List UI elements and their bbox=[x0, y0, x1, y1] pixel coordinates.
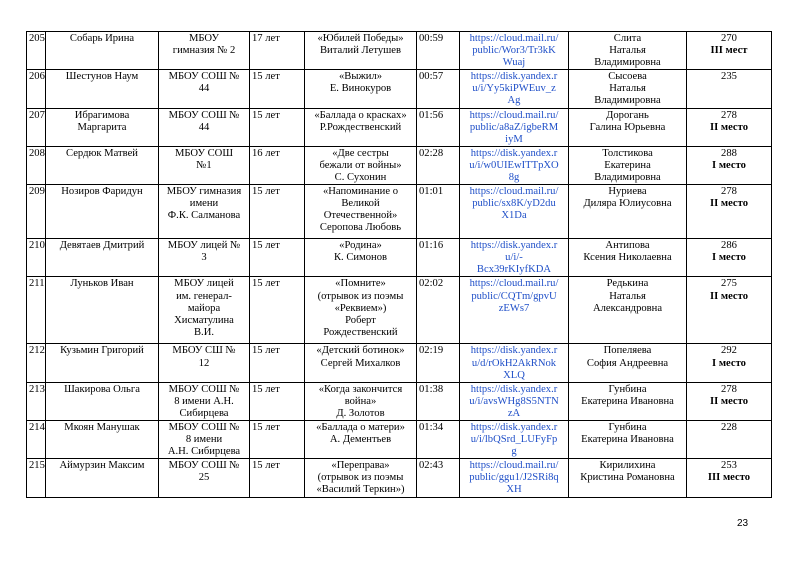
video-link-line[interactable]: https://disk.yandex.r bbox=[470, 240, 558, 252]
school-name-line: МБОУ СШ № bbox=[172, 345, 236, 357]
school-name-line: МБОУ СОШ № bbox=[168, 71, 240, 83]
score-value: 275 bbox=[721, 278, 737, 290]
participant-name bbox=[46, 146, 159, 184]
video-link[interactable] bbox=[460, 185, 569, 239]
work-title bbox=[305, 420, 417, 458]
work-title-line: «Когда закончится bbox=[318, 383, 403, 395]
work-title-line: Е. Винокуров bbox=[329, 83, 392, 95]
table-row bbox=[27, 344, 772, 382]
table-row bbox=[27, 70, 772, 108]
participant-age: 15 лет bbox=[250, 70, 305, 108]
work-title-line: «Детский ботинок» bbox=[316, 345, 405, 357]
participant-name-line: Ибрагимова bbox=[74, 109, 130, 121]
work-title-line: «Помните» bbox=[335, 278, 386, 290]
score-value: 270 bbox=[721, 33, 737, 44]
video-link-line[interactable]: zEWs7 bbox=[498, 302, 530, 314]
work-title-line: С. Сухонин bbox=[334, 172, 387, 184]
work-title bbox=[305, 32, 417, 70]
video-link[interactable] bbox=[460, 277, 569, 344]
place-label: II место bbox=[709, 121, 748, 133]
duration: 02:02 bbox=[417, 277, 460, 344]
video-link-line[interactable]: u/d/rOkH2AkRNok bbox=[471, 357, 557, 369]
video-link[interactable] bbox=[460, 420, 569, 458]
participant-name-line: Кузьмин Григорий bbox=[60, 345, 144, 357]
video-link-line[interactable]: https://cloud.mail.ru/ bbox=[469, 278, 559, 290]
results-table-body bbox=[27, 32, 772, 498]
work-title-line: «Юбилей Победы» bbox=[317, 33, 404, 44]
work-title-line: Роберт bbox=[345, 314, 376, 326]
row-number: 212 bbox=[27, 344, 46, 382]
teacher-name-line: Сысоева bbox=[608, 71, 647, 83]
video-link[interactable] bbox=[460, 459, 569, 497]
table-row bbox=[27, 32, 772, 70]
score-cell bbox=[687, 459, 772, 497]
teacher-name-line: Наталья bbox=[609, 290, 646, 302]
school-name bbox=[159, 277, 250, 344]
video-link-line[interactable]: https://disk.yandex.r bbox=[470, 421, 558, 433]
duration: 01:34 bbox=[417, 420, 460, 458]
teacher-name-line: Редькина bbox=[606, 278, 649, 290]
score-cell bbox=[687, 277, 772, 344]
video-link[interactable] bbox=[460, 108, 569, 146]
teacher-name-line: Гунбина bbox=[608, 421, 647, 433]
participant-age: 17 лет bbox=[250, 32, 305, 70]
participant-name bbox=[46, 459, 159, 497]
school-name-line: МБОУ СОШ № bbox=[168, 109, 240, 121]
participant-name-line: Маргарита bbox=[77, 121, 127, 133]
work-title bbox=[305, 185, 417, 239]
teacher-name-line: Владимировна bbox=[594, 57, 661, 69]
video-link-line[interactable]: https://cloud.mail.ru/ bbox=[469, 460, 559, 472]
video-link-line[interactable]: https://cloud.mail.ru/ bbox=[469, 109, 559, 121]
participant-name bbox=[46, 344, 159, 382]
work-title-line: война» bbox=[344, 395, 377, 407]
participant-name-line: Собарь Ирина bbox=[69, 33, 135, 44]
work-title-line: «Выжил» bbox=[338, 71, 383, 83]
place-label: I место bbox=[712, 159, 746, 171]
teacher-name bbox=[569, 344, 687, 382]
participant-name bbox=[46, 108, 159, 146]
participant-name-line: Шакирова Ольга bbox=[64, 383, 140, 395]
table-row bbox=[27, 459, 772, 497]
work-title-line: Отечественной» bbox=[323, 210, 398, 222]
school-name-line: Ф.К. Салманова bbox=[167, 210, 241, 222]
video-link[interactable] bbox=[460, 239, 569, 277]
teacher-name-line: Наталья bbox=[609, 45, 646, 57]
participant-name bbox=[46, 277, 159, 344]
teacher-name bbox=[569, 32, 687, 70]
place-label: II место bbox=[709, 198, 748, 210]
school-name-line: 3 bbox=[201, 252, 207, 264]
video-link-line[interactable]: https://disk.yandex.r bbox=[470, 383, 558, 395]
work-title bbox=[305, 108, 417, 146]
score-cell bbox=[687, 239, 772, 277]
table-row bbox=[27, 185, 772, 239]
video-link-line[interactable]: https://disk.yandex.r bbox=[470, 147, 558, 159]
work-title bbox=[305, 277, 417, 344]
work-title-line: Сергей Михалков bbox=[320, 357, 401, 369]
participant-name bbox=[46, 32, 159, 70]
place-label: II место bbox=[709, 290, 748, 302]
participant-name-line: Луньков Иван bbox=[70, 278, 134, 290]
participant-name bbox=[46, 70, 159, 108]
teacher-name-line: Попеляева bbox=[603, 345, 652, 357]
work-title bbox=[305, 70, 417, 108]
participant-name bbox=[46, 382, 159, 420]
table-row bbox=[27, 420, 772, 458]
participant-age: 15 лет bbox=[250, 344, 305, 382]
video-link-line[interactable]: public/CQTm/gpvU bbox=[471, 290, 557, 302]
school-name bbox=[159, 185, 250, 239]
score-value: 228 bbox=[721, 421, 737, 433]
teacher-name-line: Владимировна bbox=[594, 95, 661, 107]
duration: 02:28 bbox=[417, 146, 460, 184]
row-number: 206 bbox=[27, 70, 46, 108]
row-number: 209 bbox=[27, 185, 46, 239]
participant-name-line: Девятаев Дмитрий bbox=[59, 240, 145, 252]
school-name bbox=[159, 146, 250, 184]
school-name-line: 44 bbox=[198, 121, 210, 133]
row-number: 214 bbox=[27, 420, 46, 458]
table-row bbox=[27, 382, 772, 420]
school-name bbox=[159, 239, 250, 277]
school-name-line: гимназия № 2 bbox=[172, 45, 236, 57]
video-link-line[interactable]: public/a8aZ/igbeRM bbox=[469, 121, 559, 133]
video-link-line[interactable]: public/sx8K/yD2du bbox=[472, 198, 556, 210]
duration: 00:57 bbox=[417, 70, 460, 108]
score-value: 278 bbox=[721, 109, 737, 121]
video-link-line[interactable]: u/i/avsWHg8S5NTN bbox=[469, 395, 559, 407]
score-cell bbox=[687, 420, 772, 458]
video-link[interactable] bbox=[460, 382, 569, 420]
work-title bbox=[305, 459, 417, 497]
video-link-line[interactable]: XLQ bbox=[503, 369, 525, 381]
work-title-line: Р.Рождественский bbox=[319, 121, 402, 133]
school-name bbox=[159, 420, 250, 458]
work-title-line: «Реквием») bbox=[334, 302, 387, 314]
school-name-line: 8 имени А.Н. bbox=[174, 395, 234, 407]
teacher-name-line: Кристина Романовна bbox=[580, 472, 675, 484]
video-link[interactable] bbox=[460, 32, 569, 70]
video-link-line[interactable]: u/i/w0UIEwITTpXO bbox=[469, 159, 559, 171]
school-name bbox=[159, 108, 250, 146]
work-title-line: бежали от войны» bbox=[319, 159, 402, 171]
duration: 01:16 bbox=[417, 239, 460, 277]
school-name bbox=[159, 459, 250, 497]
work-title-line: Рождественский bbox=[323, 326, 398, 338]
row-number: 207 bbox=[27, 108, 46, 146]
teacher-name bbox=[569, 382, 687, 420]
teacher-name-line: Диляра Юлиусовна bbox=[583, 198, 672, 210]
table-row bbox=[27, 108, 772, 146]
participant-age: 15 лет bbox=[250, 459, 305, 497]
video-link-line[interactable]: XH bbox=[506, 484, 522, 496]
video-link-line[interactable]: https://cloud.mail.ru/ bbox=[469, 33, 559, 44]
teacher-name bbox=[569, 277, 687, 344]
teacher-name-line: Толстикова bbox=[602, 147, 653, 159]
row-number: 205 bbox=[27, 32, 46, 70]
place-label: II место bbox=[709, 395, 748, 407]
work-title-line: «Василий Теркин») bbox=[316, 484, 405, 496]
work-title-line: «Баллада о матери» bbox=[316, 421, 405, 433]
participant-age: 16 лет bbox=[250, 146, 305, 184]
school-name bbox=[159, 32, 250, 70]
duration: 01:56 bbox=[417, 108, 460, 146]
school-name-line: №1 bbox=[196, 159, 212, 171]
video-link-line[interactable]: public/ggu1/J2SRi8q bbox=[469, 472, 559, 484]
video-link[interactable] bbox=[460, 70, 569, 108]
school-name-line: Сибирцева bbox=[179, 407, 229, 419]
video-link-line[interactable]: https://disk.yandex.r bbox=[470, 345, 558, 357]
video-link-line[interactable]: https://cloud.mail.ru/ bbox=[469, 186, 559, 198]
participant-name-line: Мкоян Манушак bbox=[64, 421, 140, 433]
school-name bbox=[159, 70, 250, 108]
participant-name bbox=[46, 185, 159, 239]
table-row bbox=[27, 146, 772, 184]
school-name-line: МБОУ bbox=[189, 33, 219, 44]
results-table bbox=[26, 31, 772, 498]
work-title-line: Серопова Любовь bbox=[319, 222, 402, 234]
score-value: 253 bbox=[721, 460, 737, 472]
teacher-name bbox=[569, 185, 687, 239]
school-name-line: 8 имени bbox=[185, 434, 223, 446]
work-title bbox=[305, 239, 417, 277]
teacher-name bbox=[569, 146, 687, 184]
score-cell bbox=[687, 146, 772, 184]
score-cell bbox=[687, 382, 772, 420]
video-link-line[interactable]: X1Da bbox=[501, 210, 527, 222]
school-name bbox=[159, 344, 250, 382]
video-link-line[interactable]: zA bbox=[507, 407, 521, 419]
row-number: 215 bbox=[27, 459, 46, 497]
video-link-line[interactable]: 8g bbox=[508, 172, 520, 184]
duration: 01:01 bbox=[417, 185, 460, 239]
participant-name-line: Сердюк Матвей bbox=[66, 147, 138, 159]
work-title-line: К. Симонов bbox=[333, 252, 388, 264]
row-number: 211 bbox=[27, 277, 46, 344]
participant-age: 15 лет bbox=[250, 239, 305, 277]
place-label: III мест bbox=[710, 45, 748, 57]
video-link-line[interactable]: g bbox=[511, 446, 517, 458]
score-cell bbox=[687, 344, 772, 382]
participant-name bbox=[46, 420, 159, 458]
participant-name-line: Аймурзин Максим bbox=[59, 460, 145, 472]
teacher-name-line: Наталья bbox=[609, 83, 646, 95]
work-title bbox=[305, 146, 417, 184]
work-title bbox=[305, 382, 417, 420]
school-name-line: МБОУ лицей bbox=[174, 278, 234, 290]
score-cell bbox=[687, 185, 772, 239]
teacher-name-line: Антипова bbox=[605, 240, 650, 252]
place-label: III место bbox=[707, 472, 751, 484]
work-title-line: А. Дементьев bbox=[329, 434, 392, 446]
duration: 02:19 bbox=[417, 344, 460, 382]
teacher-name-line: Екатерина Ивановна bbox=[581, 395, 674, 407]
work-title-line: Д. Золотов bbox=[336, 407, 385, 419]
school-name-line: Хисматулина bbox=[174, 314, 234, 326]
school-name-line: 25 bbox=[198, 472, 210, 484]
school-name-line: А.Н. Сибирцева bbox=[167, 446, 241, 458]
school-name-line: В.И. bbox=[193, 326, 214, 338]
school-name-line: МБОУ СОШ № bbox=[168, 421, 240, 433]
score-value: 235 bbox=[721, 71, 737, 83]
participant-name-line: Шестунов Наум bbox=[65, 71, 139, 83]
teacher-name-line: Екатерина bbox=[604, 159, 651, 171]
participant-name-line: Нозиров Фаридун bbox=[61, 186, 143, 198]
work-title-line: «Баллада о красках» bbox=[314, 109, 407, 121]
video-link-line[interactable]: Bcx39rKIyfKDA bbox=[476, 264, 552, 276]
school-name-line: МБОУ СОШ bbox=[174, 147, 234, 159]
row-number: 213 bbox=[27, 382, 46, 420]
teacher-name-line: Нуриева bbox=[608, 186, 647, 198]
teacher-name-line: Слита bbox=[613, 33, 642, 44]
video-link-line[interactable]: public/Wor3/Tr3kK bbox=[472, 45, 556, 57]
teacher-name-line: Владимировна bbox=[594, 172, 661, 184]
table-row bbox=[27, 277, 772, 344]
score-cell bbox=[687, 108, 772, 146]
video-link-line[interactable]: u/i/Yy5kiPWEuv_z bbox=[472, 83, 556, 95]
place-label: I место bbox=[712, 357, 746, 369]
score-value: 288 bbox=[721, 147, 737, 159]
video-link-line[interactable]: Ag bbox=[507, 95, 521, 107]
work-title-line: «Напоминание о bbox=[322, 186, 398, 198]
school-name-line: им. генерал- bbox=[176, 290, 232, 302]
teacher-name bbox=[569, 420, 687, 458]
work-title bbox=[305, 344, 417, 382]
video-link-line[interactable]: u/i/lbQSrd_LUFyFp bbox=[470, 434, 558, 446]
teacher-name-line: Кирилихина bbox=[599, 460, 656, 472]
duration: 01:38 bbox=[417, 382, 460, 420]
score-value: 292 bbox=[721, 345, 737, 357]
teacher-name bbox=[569, 108, 687, 146]
teacher-name-line: Галина Юрьевна bbox=[589, 121, 666, 133]
score-cell bbox=[687, 32, 772, 70]
participant-name bbox=[46, 239, 159, 277]
school-name-line: МБОУ СОШ № bbox=[168, 460, 240, 472]
work-title-line: «Переправа» bbox=[331, 460, 390, 472]
score-value: 286 bbox=[721, 240, 737, 252]
work-title-line: Виталий Летушев bbox=[319, 45, 402, 57]
teacher-name-line: Александровна bbox=[592, 302, 663, 314]
participant-age: 15 лет bbox=[250, 420, 305, 458]
teacher-name bbox=[569, 239, 687, 277]
place-label: I место bbox=[712, 252, 746, 264]
duration: 00:59 bbox=[417, 32, 460, 70]
school-name-line: 44 bbox=[198, 83, 210, 95]
work-title-line: Великой bbox=[341, 198, 380, 210]
score-cell bbox=[687, 70, 772, 108]
work-title-line: (отрывок из поэмы bbox=[317, 472, 404, 484]
row-number: 210 bbox=[27, 239, 46, 277]
participant-age: 15 лет bbox=[250, 382, 305, 420]
school-name-line: МБОУ гимназия bbox=[166, 186, 242, 198]
duration: 02:43 bbox=[417, 459, 460, 497]
teacher-name-line: Дорогань bbox=[606, 109, 649, 121]
row-number: 208 bbox=[27, 146, 46, 184]
teacher-name-line: Екатерина Ивановна bbox=[581, 434, 674, 446]
work-title-line: «Родина» bbox=[339, 240, 382, 252]
video-link-line[interactable]: u/i/- bbox=[505, 252, 523, 264]
video-link-line[interactable]: iyM bbox=[505, 133, 523, 145]
page-number: 23 bbox=[737, 518, 749, 529]
work-title-line: (отрывок из поэмы bbox=[317, 290, 404, 302]
teacher-name-line: Ксения Николаевна bbox=[583, 252, 672, 264]
school-name bbox=[159, 382, 250, 420]
table-row bbox=[27, 239, 772, 277]
video-link-line[interactable]: https://disk.yandex.r bbox=[470, 71, 558, 83]
video-link[interactable] bbox=[460, 344, 569, 382]
teacher-name bbox=[569, 70, 687, 108]
teacher-name-line: София Андреевна bbox=[586, 357, 669, 369]
score-value: 278 bbox=[721, 186, 737, 198]
score-value: 278 bbox=[721, 383, 737, 395]
school-name-line: 12 bbox=[198, 357, 210, 369]
work-title-line: «Две сестры bbox=[332, 147, 389, 159]
school-name-line: МБОУ лицей № bbox=[167, 240, 241, 252]
school-name-line: имени bbox=[189, 198, 219, 210]
video-link[interactable] bbox=[460, 146, 569, 184]
teacher-name-line: Гунбина bbox=[608, 383, 647, 395]
teacher-name bbox=[569, 459, 687, 497]
participant-age: 15 лет bbox=[250, 108, 305, 146]
participant-age: 15 лет bbox=[250, 277, 305, 344]
school-name-line: МБОУ СОШ № bbox=[168, 383, 240, 395]
video-link-line[interactable]: Wuaj bbox=[502, 57, 526, 69]
participant-age: 15 лет bbox=[250, 185, 305, 239]
school-name-line: майора bbox=[187, 302, 221, 314]
